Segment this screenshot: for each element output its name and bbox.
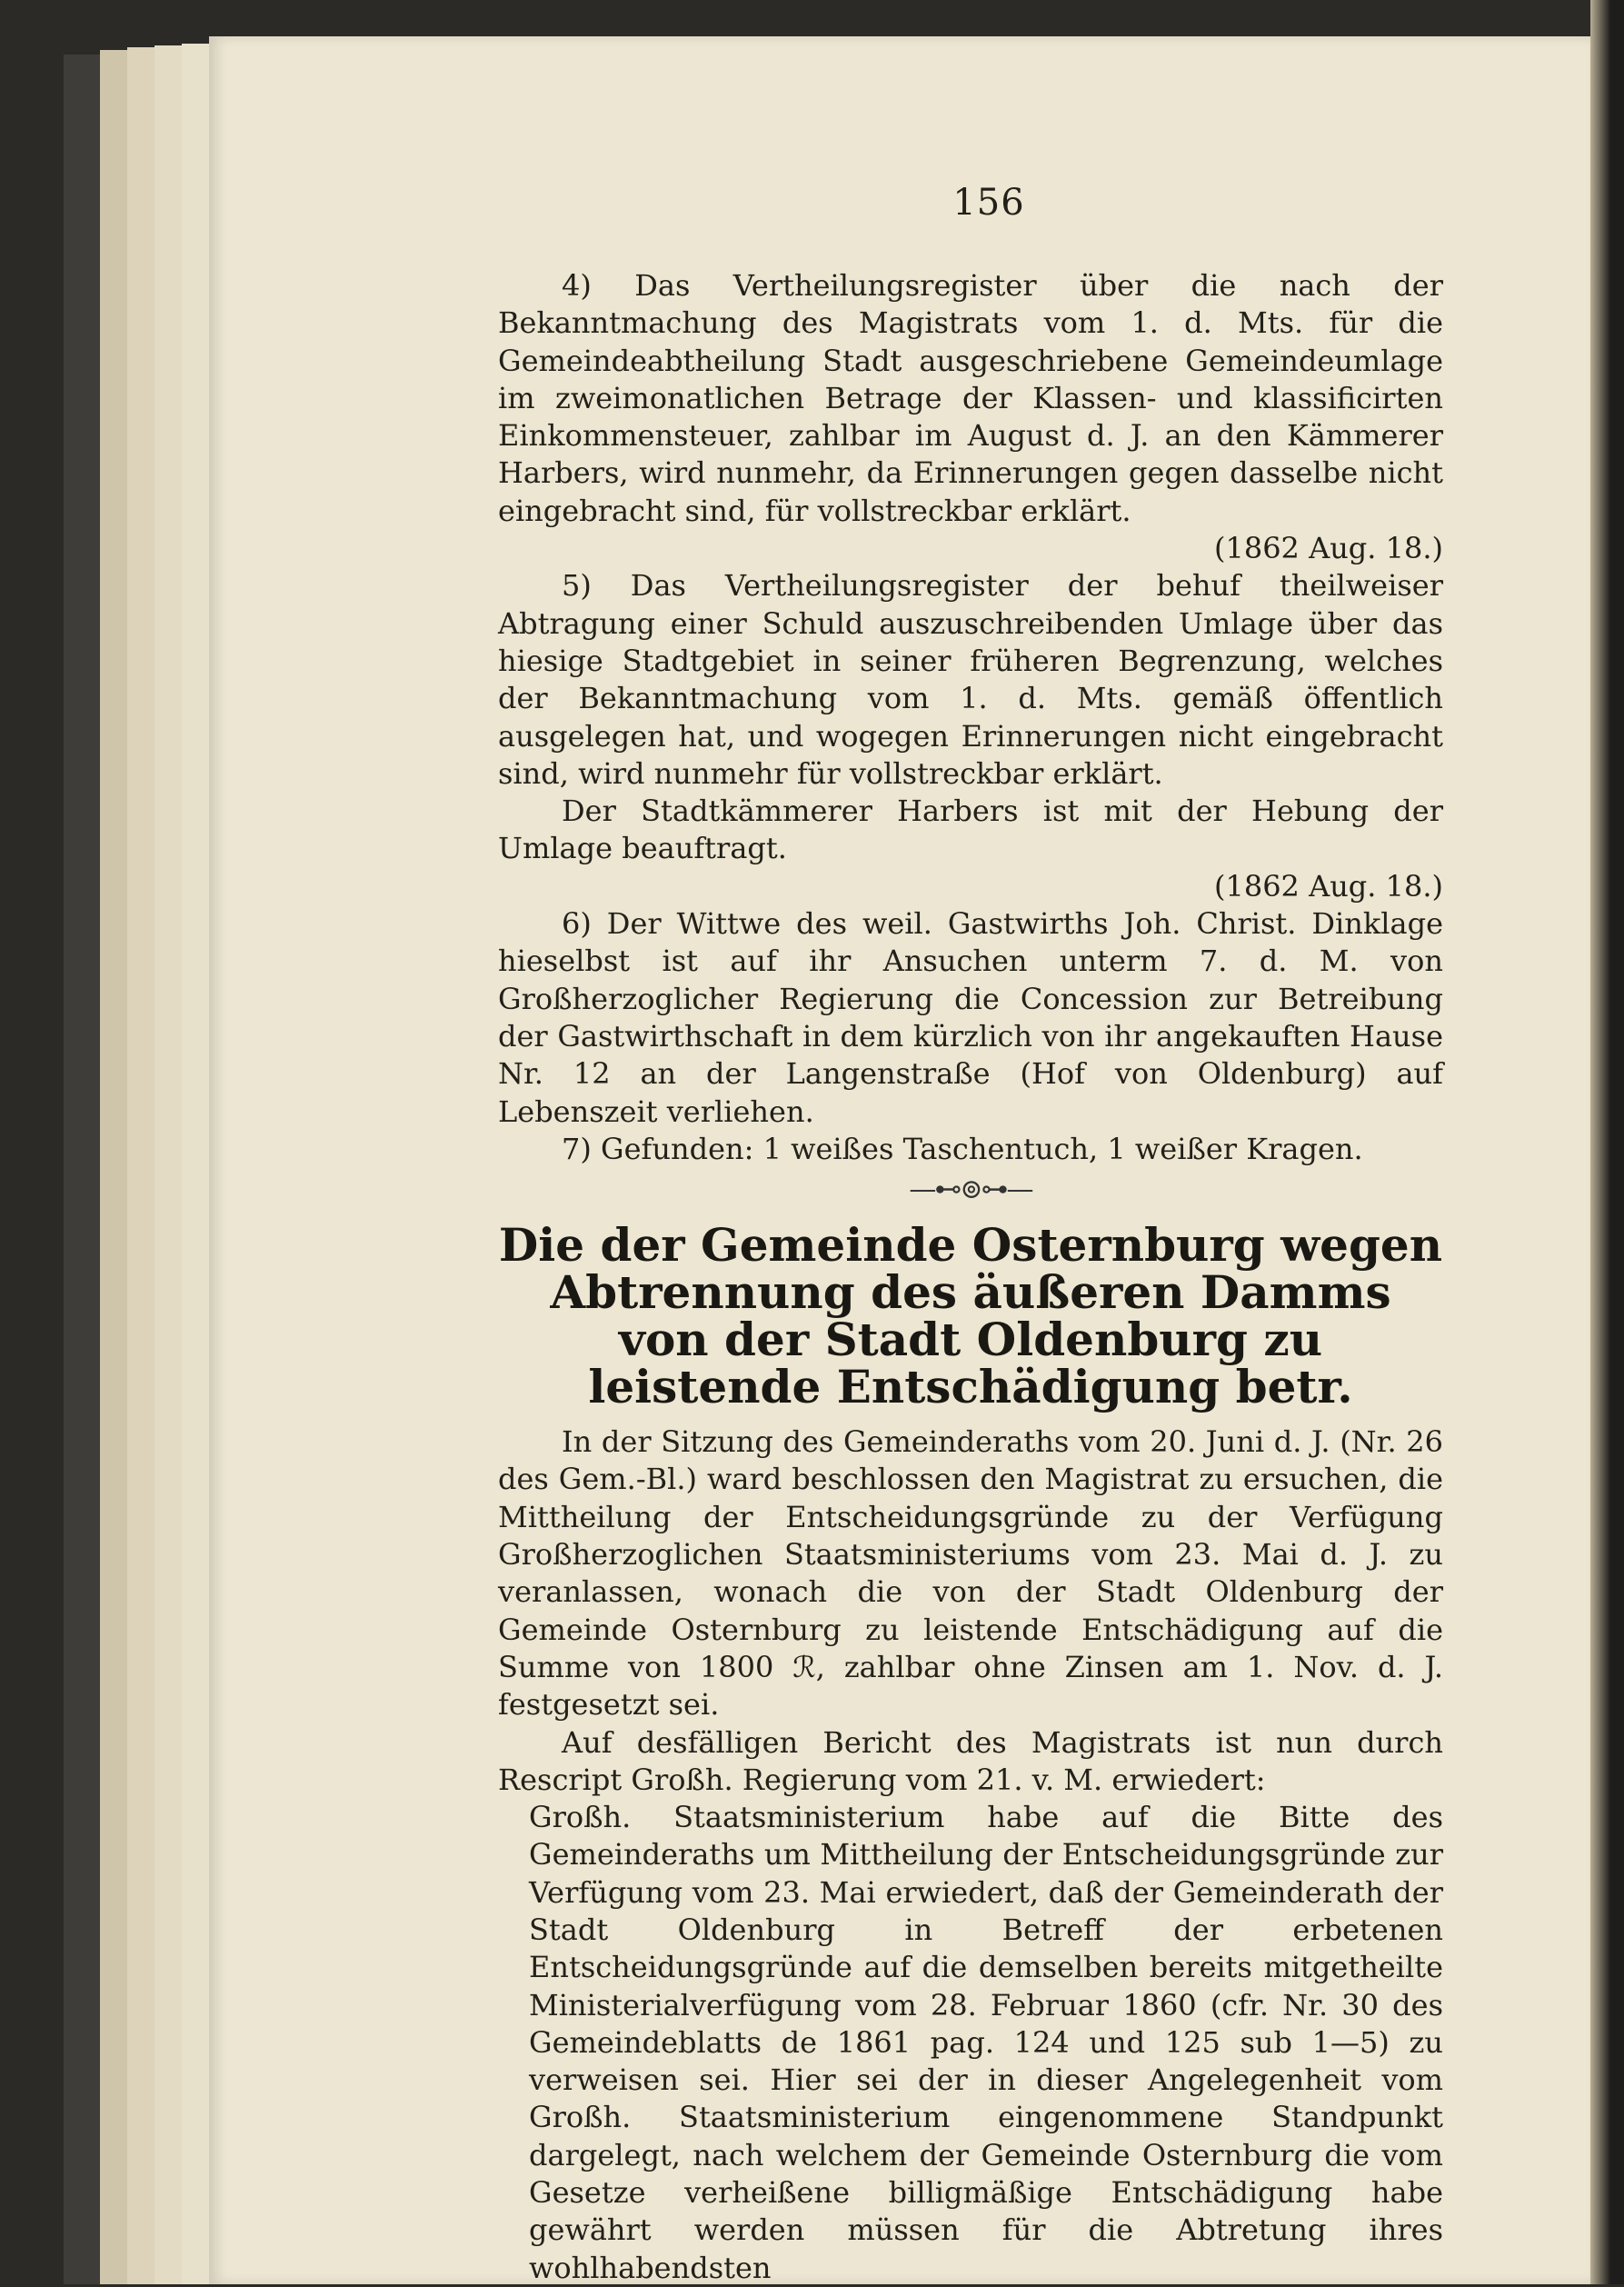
section-title: Die der Gemeinde Osternburg wegen Abtrennung des äußeren Damms von der Stadt Oldenburg zu leistende Entschädigung betr. <box>498 1218 1443 1414</box>
ornament-divider: —⊷⊚⊶— <box>909 1173 1032 1206</box>
paragraph-item-5: 5) Das Vertheilungsregister der behuf theilweiser Abtragung einer Schuld auszuschreibenden Umlage über das hiesige Stadtgebiet in seiner früheren Begrenzung, welches der Bekanntmachung vom 1. d. Mts. gemäß öffentlich ausgelegen hat, und wogegen Erinnerungen nicht eingebracht sind, wird nunmehr für vollstreckbar erklärt. <box>498 568 1443 791</box>
paragraph-sitzung: In der Sitzung des Gemeinderaths vom 20. Juni d. J. (Nr. 26 des Gem.-Bl.) ward beschlossen den Magistrat zu ersuchen, die Mittheilung der Entscheidungsgründe zu der Verfügung Großherzoglichen Staatsministeriums vom 23. Mai d. J. zu veranlassen, wonach die von der Stadt Oldenburg der Gemeinde Osternburg zu leistende Entschädigung auf die Summe von 1800 ℛ, zahlbar ohne Zinsen am 1. Nov. d. J. festgesetzt sei. <box>498 1424 1443 1723</box>
paragraph-kaemmerer: Der Stadtkämmerer Harbers ist mit der Hebung der Umlage beauftragt. <box>498 794 1443 866</box>
book-edge <box>127 47 155 2284</box>
facing-page-edge <box>1590 0 1624 2284</box>
book-edge <box>64 55 101 2284</box>
paragraph-staatsministerium: Großh. Staatsministerium habe auf die Bitte des Gemeinderaths um Mittheilung der Entscheidungsgründe zur Verfügung vom 23. Mai erwiedert, daß der Gemeinderath der Stadt Oldenburg in Betreff der erbetenen Entscheidungsgründe auf die demselben bereits mitgetheilte Ministerialverfügung vom 28. Februar 1860 (cfr. Nr. 30 des Gemeindeblatts de 1861 pag. 124 und 125 sub 1—5) zu verweisen sei. Hier sei der in dieser Angelegenheit vom Großh. Staatsministerium eingenommene Standpunkt dargelegt, nach welchem der Gemeinde Osternburg die vom Gesetze verheißene billigmäßige Entschädigung habe gewährt werden müssen für die Abtretung ihres wohlhabendsten <box>529 1800 1443 2285</box>
book-edge <box>154 45 183 2284</box>
date-note: (1862 Aug. 18.) <box>1213 531 1443 566</box>
date-note: (1862 Aug. 18.) <box>1213 868 1443 904</box>
paragraph-item-7: 7) Gefunden: 1 weißes Taschentuch, 1 weißer Kragen. <box>562 1131 1363 1166</box>
page-number: 156 <box>952 182 1025 224</box>
paragraph-item-6: 6) Der Wittwe des weil. Gastwirths Joh. Christ. Dinklage hieselbst ist auf ihr Ansuchen unterm 7. d. M. von Großherzoglicher Regierung die Concession zur Betreibung der Gastwirthschaft in dem kürzlich von ihr angekauften Hause Nr. 12 an der Langenstraße (Hof von Oldenburg) auf Lebenszeit verliehen. <box>498 906 1443 1129</box>
page-content <box>498 182 1443 2287</box>
book-edge <box>100 50 128 2284</box>
book-edge <box>182 44 210 2284</box>
paragraph-bericht: Auf desfälligen Bericht des Magistrats ist nun durch Rescript Großh. Regierung vom 21. v. M. erwiedert: <box>498 1724 1443 1797</box>
paragraph-item-4: 4) Das Vertheilungsregister über die nach der Bekanntmachung des Magistrats vom 1. d. Mts. für die Gemeindeabtheilung Stadt ausgeschriebene Gemeindeumlage im zweimonatlichen Betrage der Klassen- und klassificirten Einkommensteuer, zahlbar im August d. J. an den Kämmerer Harbers, wird nunmehr, da Erinnerungen gegen dasselbe nicht eingebracht sind, für vollstreckbar erklärt. <box>498 268 1443 528</box>
